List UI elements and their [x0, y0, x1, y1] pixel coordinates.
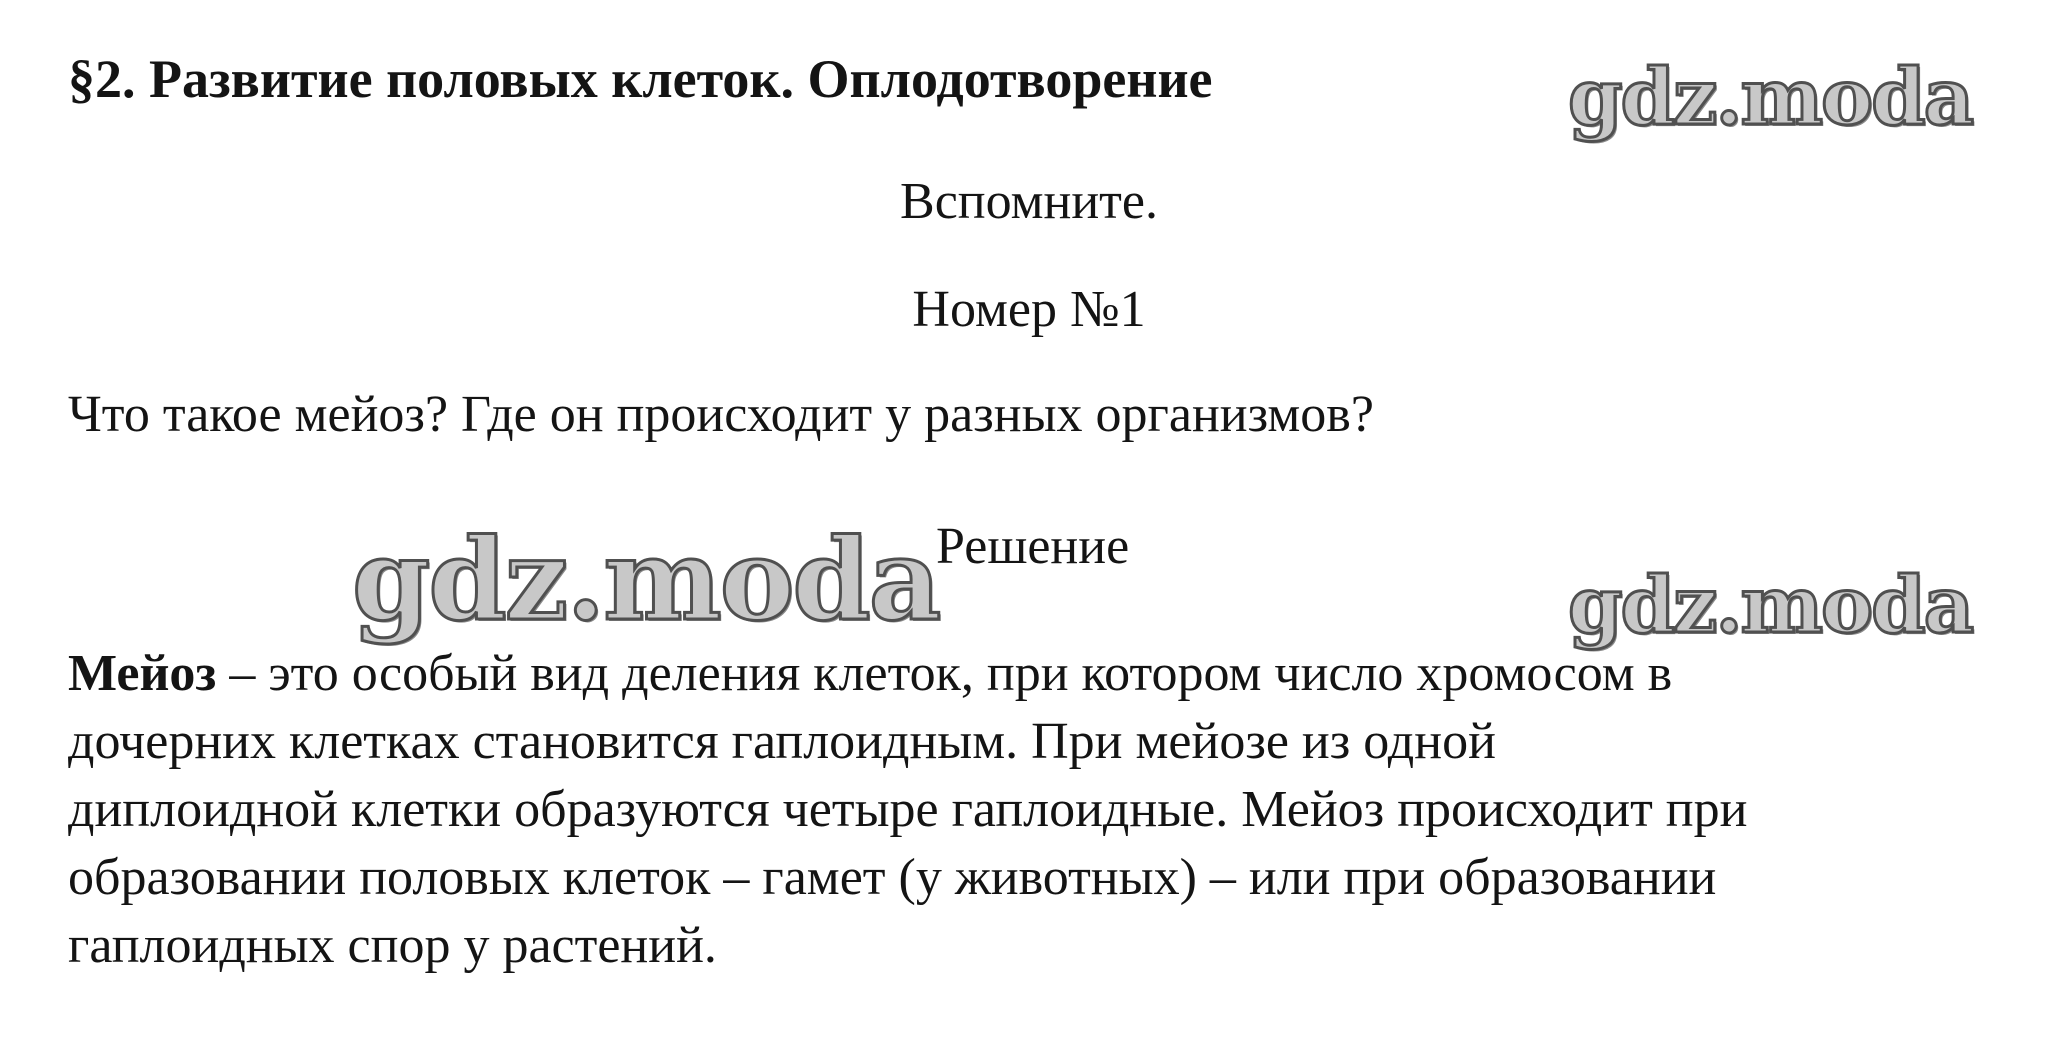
section-heading: §2. Развитие половых клеток. Оплодотворение: [68, 49, 1213, 109]
watermark-middle: gdz.moda: [352, 515, 940, 646]
question-text: Что такое мейоз? Где он происходит у разных организмов?: [68, 386, 1374, 443]
solution-label: Решение: [936, 518, 1130, 575]
answer-line-1-rest: – это особый вид деления клеток, при котором число хромосом в: [216, 645, 1673, 702]
watermark-right: gdz.moda: [1568, 560, 1973, 651]
subheading-number: Номер №1: [912, 281, 1146, 338]
answer-text: [68, 640, 2028, 980]
subheading-remember: Вспомните.: [900, 173, 1158, 230]
watermark-top: gdz.moda: [1568, 52, 1973, 143]
answer-term: Мейоз: [68, 645, 217, 702]
answer-line-2: дочерних клетках становится гаплоидным. При мейозе из одной: [68, 713, 1496, 770]
answer-line-5: гаплоидных спор у растений.: [68, 917, 717, 974]
answer-line-3: диплоидной клетки образуются четыре гаплоидные. Мейоз происходит при: [68, 781, 1748, 838]
answer-line-4: образовании половых клеток – гамет (у животных) – или при образовании: [68, 849, 1717, 906]
answer-line-1: [68, 640, 2028, 708]
